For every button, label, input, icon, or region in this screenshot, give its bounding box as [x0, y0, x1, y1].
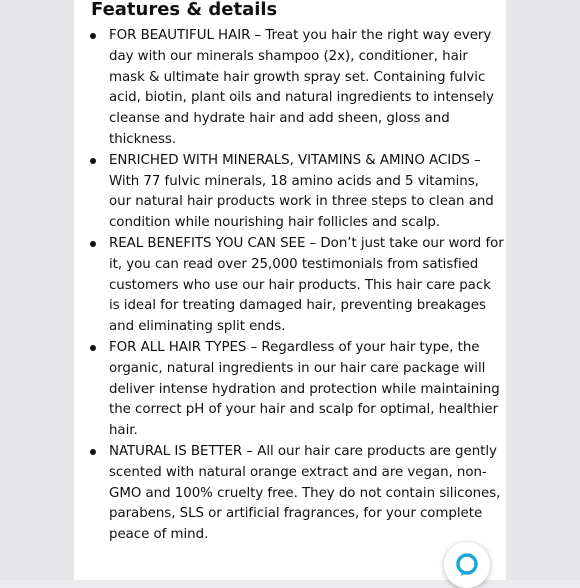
bullet-icon [90, 33, 96, 39]
feature-item [74, 26, 506, 151]
feature-item [74, 151, 506, 234]
feature-list [74, 26, 506, 546]
bullet-icon [90, 449, 96, 455]
alexa-button[interactable] [444, 542, 490, 588]
feature-item [74, 234, 506, 338]
product-details-panel [74, 0, 506, 580]
right-margin [506, 0, 580, 580]
bullet-icon [90, 158, 96, 164]
feature-item [74, 442, 506, 546]
left-margin [0, 0, 74, 580]
section-heading: Features & details [91, 0, 278, 20]
feature-text: REAL BENEFITS YOU CAN SEE – Don’t just take our word for it, you can read over 25,000 testimonials from satisfied customers who use our hair products. This hair care pack is ideal for treating damaged hair, preventing breakages and eliminating split ends. [109, 235, 504, 335]
feature-text: FOR ALL HAIR TYPES – Regardless of your hair type, the organic, natural ingredients in our hair care package will deliver intense hydration and protection while maintaining the correct pH of your hair and scalp for optimal, healthier hair. [109, 339, 500, 439]
feature-text: NATURAL IS BETTER – All our hair care products are gently scented with natural orange extract and are vegan, non-GMO and 100% cruelty free. They do not contain silicones, parabens, SLS or artificial fragrances, for your complete peace of mind. [109, 443, 501, 543]
bullet-icon [90, 345, 96, 351]
feature-text: ENRICHED WITH MINERALS, VITAMINS & AMINO ACIDS – With 77 fulvic minerals, 18 amino acids and 5 vitamins, our natural hair products work in three steps to clean and condition while nourishing hair follicles and scalp. [109, 152, 494, 231]
alexa-ring-icon [454, 552, 480, 578]
feature-item [74, 338, 506, 442]
feature-text: FOR BEAUTIFUL HAIR – Treat you hair the right way every day with our minerals shampoo (2x), conditioner, hair mask & ultimate hair growth spray set. Containing fulvic acid, biotin, plant oils and natural ingredients to intensely cleanse and hydrate hair and add sheen, gloss and thickness. [109, 28, 494, 147]
bullet-icon [90, 241, 96, 247]
